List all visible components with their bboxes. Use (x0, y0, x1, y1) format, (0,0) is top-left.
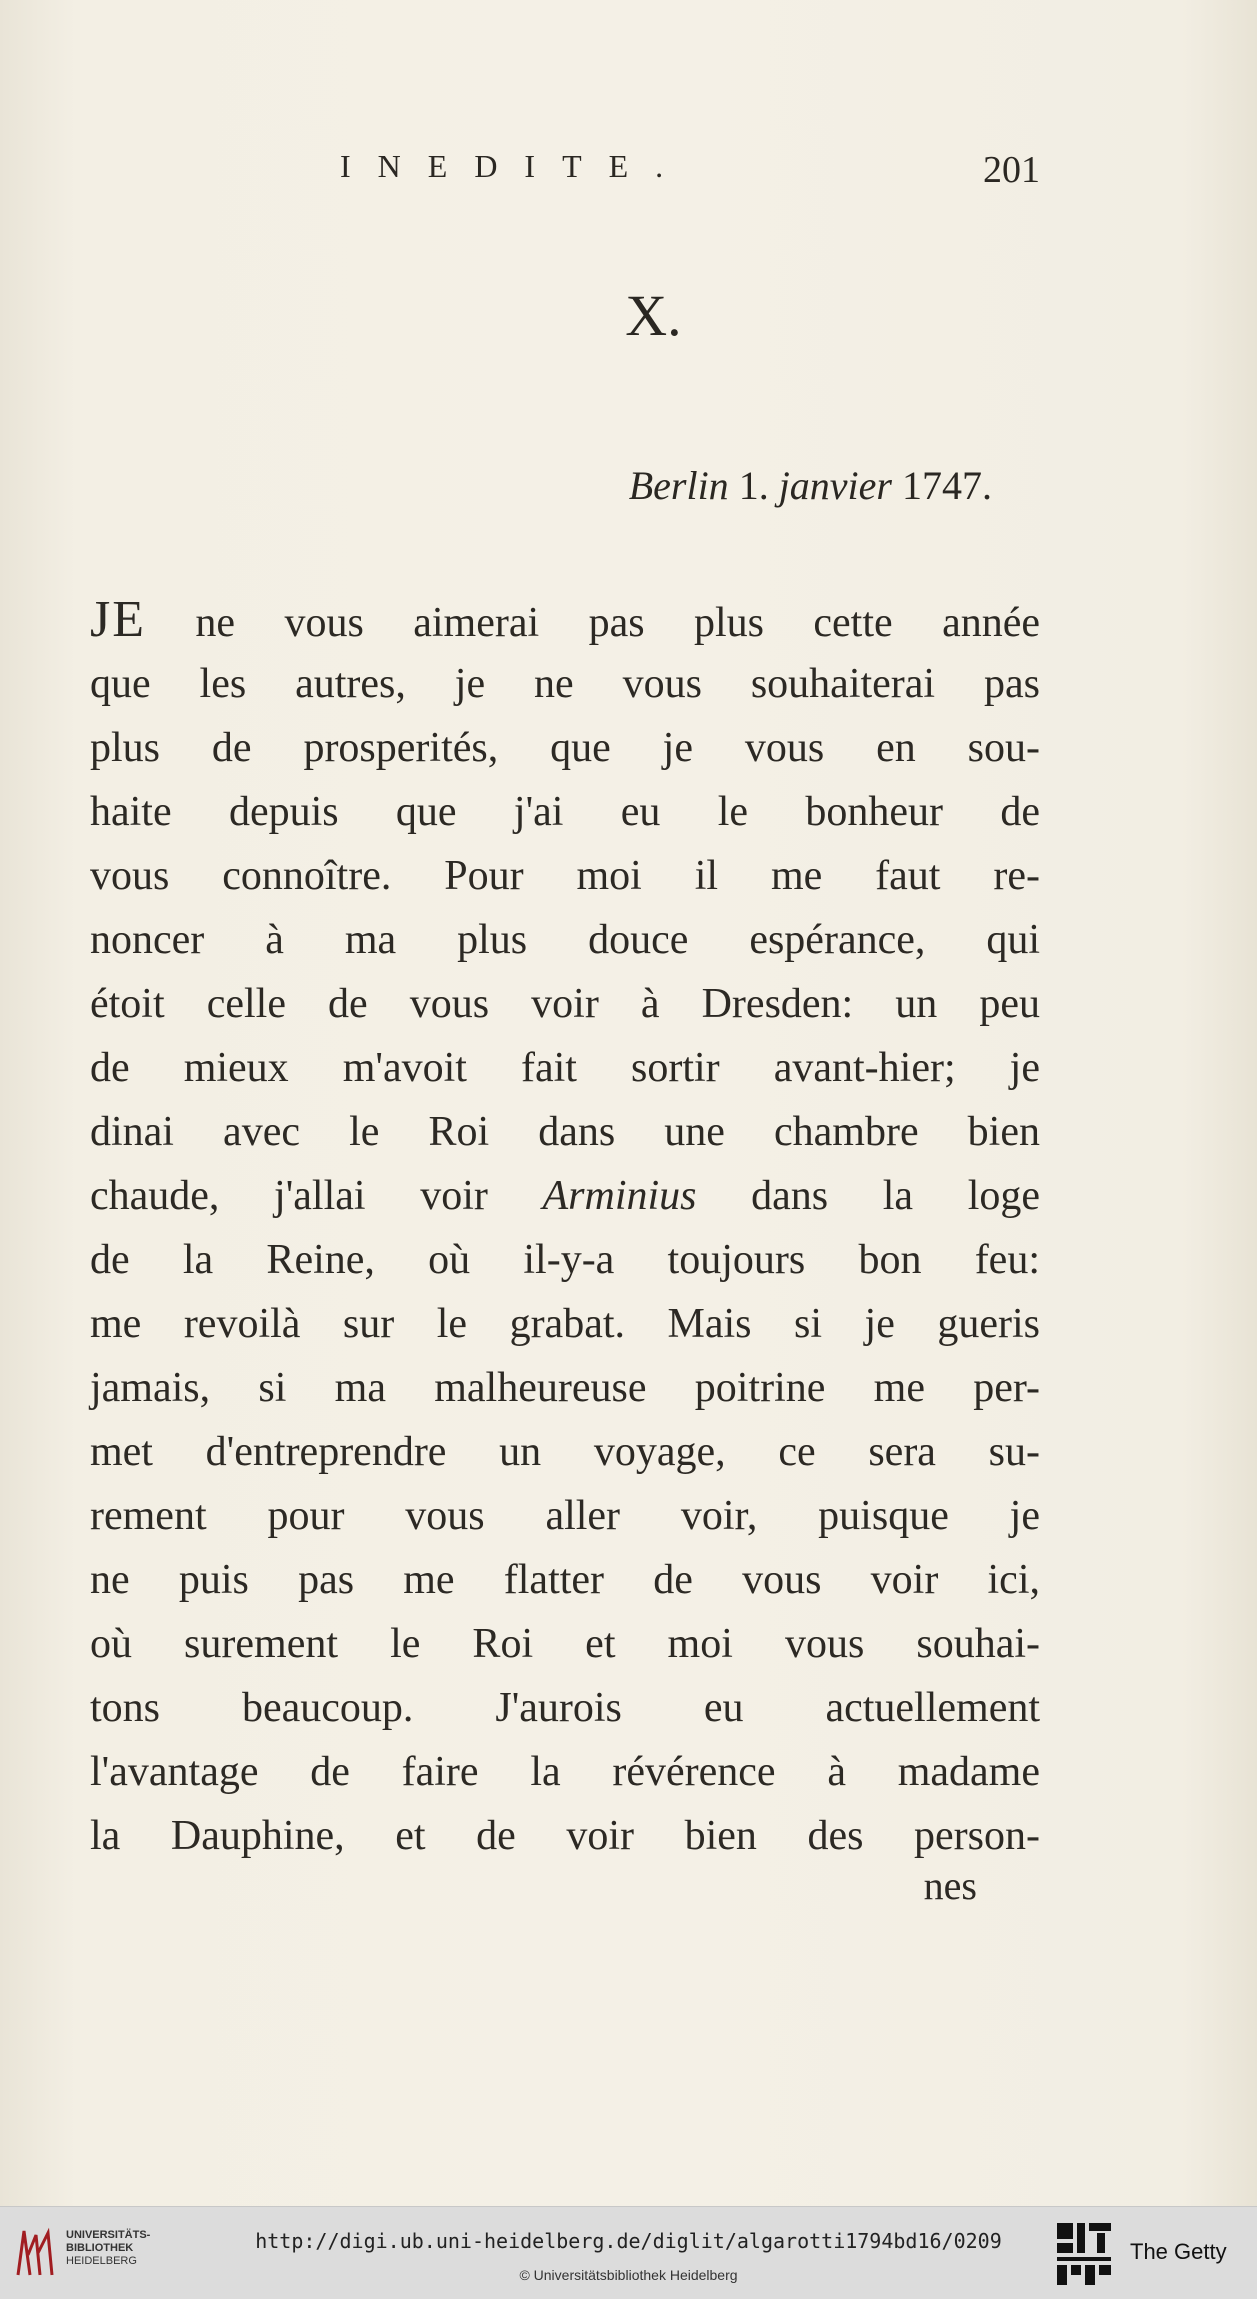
italic-title-arminius: Arminius (542, 1173, 697, 1219)
running-head (340, 148, 1040, 198)
body-line: dinai avec le Roi dans une chambre bien (90, 1109, 1040, 1155)
drop-initial: JE (90, 591, 146, 648)
body-line: de mieux m'avoit fait sortir avant-hier; je (90, 1045, 1040, 1091)
body-line: JE ne vous aimerai pas plus cette année (90, 591, 1040, 648)
dateline-year: 1747. (902, 463, 992, 508)
body-line: la Dauphine, et de voir bien des person- (90, 1813, 1040, 1859)
body-line: me revoilà sur le grabat. Mais si je gueris (90, 1301, 1040, 1347)
catchword: nes (923, 1863, 977, 1908)
letter-body (90, 588, 1040, 1868)
dateline (629, 462, 992, 509)
partner-name: The Getty (1130, 2239, 1227, 2264)
library-name: UNIVERSITÄTS- BIBLIOTHEK HEIDELBERG (66, 2229, 151, 2267)
body-line: rement pour vous aller voir, puisque je (90, 1493, 1040, 1539)
dateline-place: Berlin (628, 463, 729, 508)
running-title: INEDITE. (340, 148, 691, 184)
body-line: noncer à ma plus douce espérance, qui (90, 917, 1040, 963)
footer-bar (0, 2206, 1257, 2299)
page-number: 201 (983, 149, 1040, 191)
dateline-month: janvier (778, 463, 892, 508)
dateline-day: 1. (738, 463, 769, 508)
body-line: chaude, j'allai voir Arminius dans la loge (90, 1173, 1041, 1219)
body-line: l'avantage de faire la révérence à madame (90, 1749, 1040, 1795)
body-line: ne puis pas me flatter de vous voir ici, (90, 1557, 1040, 1603)
body-line: met d'entreprendre un voyage, ce sera su- (90, 1429, 1040, 1475)
body-line: tons beaucoup. J'aurois eu actuellement (90, 1685, 1040, 1731)
body-line: vous connoître. Pour moi il me faut re- (90, 853, 1040, 899)
body-line: jamais, si ma malheureuse poitrine me per- (90, 1365, 1040, 1411)
body-line: haite depuis que j'ai eu le bonheur de (90, 789, 1040, 835)
copyright-notice: © Universitätsbibliothek Heidelberg (519, 2267, 738, 2283)
body-line: étoit celle de vous voir à Dresden: un peu (90, 981, 1040, 1027)
body-line: de la Reine, où il-y-a toujours bon feu: (90, 1237, 1040, 1283)
body-line: que les autres, je ne vous souhaiterai pas (90, 661, 1040, 707)
letter-number: X. (625, 283, 682, 348)
permalink-url[interactable]: http://digi.ub.uni-heidelberg.de/diglit/algarotti1794bd16/0209 (255, 2229, 1002, 2253)
getty-logo-icon (1055, 2221, 1113, 2287)
body-line: où surement le Roi et moi vous souhai- (90, 1621, 1040, 1667)
body-line: plus de prosperités, que je vous en sou- (90, 725, 1040, 771)
